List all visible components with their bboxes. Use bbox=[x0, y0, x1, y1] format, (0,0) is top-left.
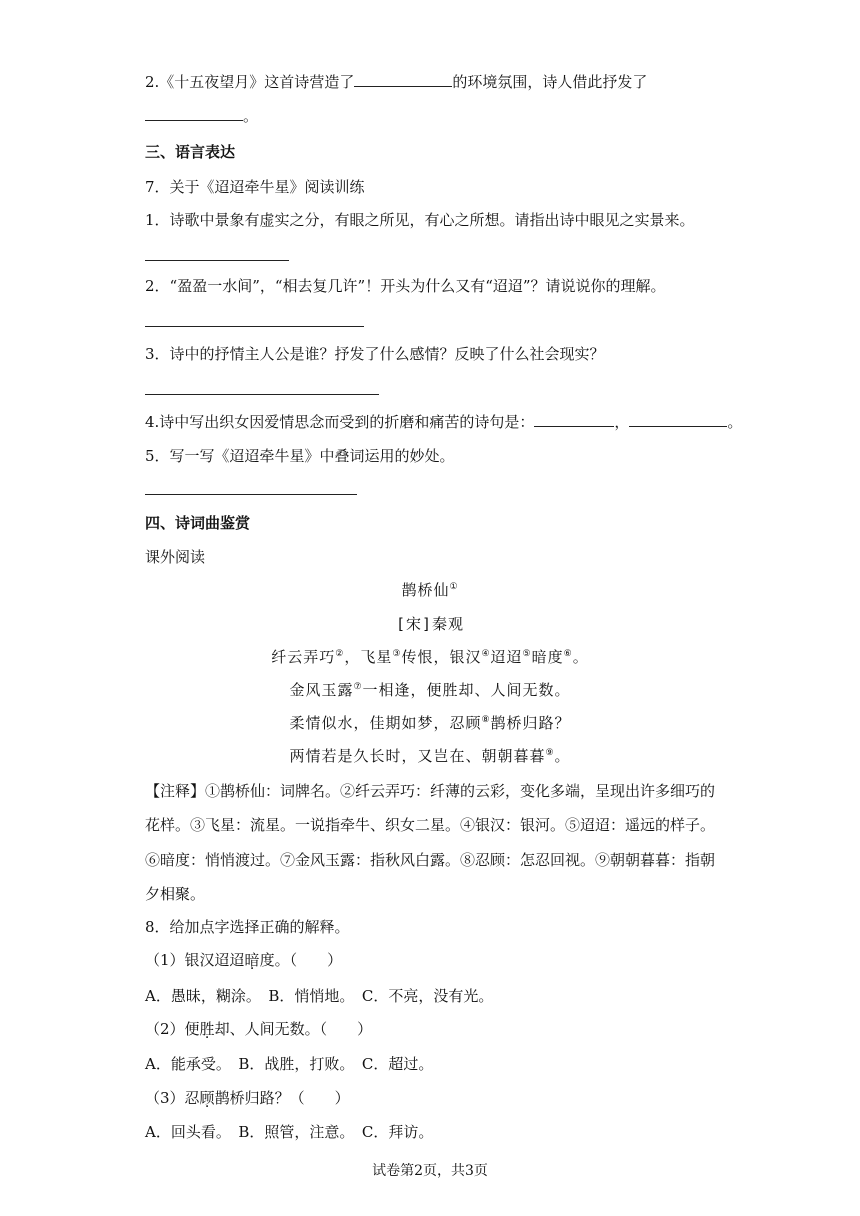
footnote-mark: ⑨ bbox=[545, 748, 555, 758]
notes-line-2: 花样。③飞星：流星。一说指牵牛、织女二星。④银汉：银河。⑤迢迢：遥远的样子。 bbox=[145, 816, 716, 834]
question-2-end: 。 bbox=[243, 107, 259, 125]
poem-title-note: ① bbox=[449, 582, 459, 592]
question-7-sub-1: 1．诗歌中景象有虚实之分，有眼之所见，有心之所想。请指出诗中眼见之实景来。 bbox=[145, 211, 695, 229]
answer-line[interactable] bbox=[145, 394, 379, 395]
question-8-part-1 bbox=[145, 950, 342, 970]
question-7-sub-4-text: 4.诗中写出织女因爱情思念而受到的折磨和痛苦的诗句是： bbox=[145, 413, 535, 431]
dotted-character: 胜 bbox=[199, 1020, 215, 1038]
question-2-text-before: 2.《十五夜望月》这首诗营造了 bbox=[145, 73, 355, 91]
answer-blank[interactable] bbox=[145, 106, 243, 121]
section-4-title: 四、诗词曲鉴赏 bbox=[145, 514, 251, 532]
poem-text: 。 bbox=[554, 747, 571, 765]
footnote-mark: ⑥ bbox=[563, 649, 573, 659]
footnote-mark: ⑤ bbox=[522, 649, 532, 659]
poem-title bbox=[0, 580, 860, 600]
poem-text: 一相逢，便胜却、人间无数。 bbox=[362, 681, 571, 699]
question-7-sub-4 bbox=[145, 412, 742, 432]
question-7-sub-5: 5．写一写《迢迢牵牛星》中叠词运用的妙处。 bbox=[145, 447, 455, 465]
poem-line-3 bbox=[0, 713, 860, 733]
footnote-mark: ② bbox=[335, 649, 345, 659]
poem-text: 金风玉露 bbox=[289, 681, 354, 699]
footnote-mark: ⑦ bbox=[353, 682, 363, 692]
section-3-title: 三、语言表达 bbox=[145, 143, 236, 161]
question-8-part-3-options: A．回头看。 B．照管，注意。 C．拜访。 bbox=[145, 1123, 434, 1141]
poem-text: 柔情似水，佳期如梦，忍顾 bbox=[289, 714, 482, 732]
question-8-part-2 bbox=[145, 1019, 372, 1039]
answer-line[interactable] bbox=[145, 494, 357, 495]
question-8-part-1-options: A．愚昧，糊涂。 B．悄悄地。 C．不亮，没有光。 bbox=[145, 987, 494, 1005]
notes-line-3: ⑥暗度：悄悄渡过。⑦金风玉露：指秋风白露。⑧忍顾：怎忍回视。⑨朝朝暮暮：指朝 bbox=[145, 851, 716, 869]
answer-blank[interactable] bbox=[354, 72, 452, 87]
question-7-sub-3: 3．诗中的抒情主人公是谁？抒发了什么感情？反映了什么社会现实？ bbox=[145, 345, 605, 363]
question-text: （2）便 bbox=[145, 1020, 200, 1038]
answer-blank[interactable] bbox=[629, 412, 727, 427]
dotted-character: 暗 bbox=[244, 951, 260, 969]
question-8-title: 8．给加点字选择正确的解释。 bbox=[145, 918, 350, 936]
notes-label: 【注释】 bbox=[145, 782, 206, 800]
poem-text: ，飞星 bbox=[344, 648, 393, 666]
poem-line-2 bbox=[0, 680, 860, 700]
poem-text: 暗度 bbox=[531, 648, 564, 666]
question-7-sub-4-end: 。 bbox=[727, 413, 743, 431]
notes-text: ①鹊桥仙：词牌名。②纤云弄巧：纤薄的云彩，变化多端，呈现出许多细巧的 bbox=[205, 782, 716, 800]
question-7-title: 7．关于《迢迢牵牛星》阅读训练 bbox=[145, 178, 365, 196]
poem-text: 纤云弄巧 bbox=[271, 648, 336, 666]
answer-line[interactable] bbox=[145, 326, 364, 327]
question-2-text-after: 的环境氛围，诗人借此抒发了 bbox=[452, 73, 648, 91]
section-4-subtitle: 课外阅读 bbox=[145, 548, 206, 566]
answer-blank[interactable] bbox=[534, 412, 614, 427]
notes-line-1 bbox=[145, 781, 715, 801]
poem-text: 迢迢 bbox=[490, 648, 523, 666]
question-8-part-3 bbox=[145, 1088, 350, 1108]
question-text: （1）银汉迢迢 bbox=[145, 951, 245, 969]
answer-line[interactable] bbox=[145, 260, 289, 261]
question-text: （3）忍 bbox=[145, 1089, 200, 1107]
poem-text: 鹊桥归路？ bbox=[490, 714, 571, 732]
question-text: 度。（ ） bbox=[259, 951, 343, 969]
poem-line-1 bbox=[0, 647, 860, 667]
question-text: 却、人间无数。（ ） bbox=[214, 1020, 373, 1038]
footnote-mark: ③ bbox=[392, 649, 402, 659]
question-2-line2 bbox=[145, 106, 258, 126]
notes-line-4: 夕相聚。 bbox=[145, 885, 206, 903]
footnote-mark: ⑧ bbox=[481, 715, 491, 725]
question-7-sub-2: 2．“盈盈一水间”，“相去复几许”！开头为什么又有“迢迢”？请说说你的理解。 bbox=[145, 277, 666, 295]
poem-title-text: 鹊桥仙 bbox=[401, 581, 450, 599]
footnote-mark: ④ bbox=[481, 649, 491, 659]
poem-author: [宋]秦观 bbox=[395, 615, 465, 633]
question-8-part-2-options: A．能承受。 B．战胜，打败。 C．超过。 bbox=[145, 1055, 434, 1073]
poem-text: 两情若是久长时，又岂在、朝朝暮暮 bbox=[289, 747, 546, 765]
dotted-character: 顾 bbox=[199, 1089, 215, 1107]
question-2 bbox=[145, 72, 647, 92]
poem-text: 传恨，银汉 bbox=[401, 648, 482, 666]
question-text: 鹊桥归路？（ ） bbox=[214, 1089, 350, 1107]
poem-text: 。 bbox=[572, 648, 589, 666]
page-footer: 试卷第2页，共3页 bbox=[372, 1163, 488, 1179]
poem-line-4 bbox=[0, 746, 860, 766]
question-7-sub-4-mid: ， bbox=[614, 413, 630, 431]
